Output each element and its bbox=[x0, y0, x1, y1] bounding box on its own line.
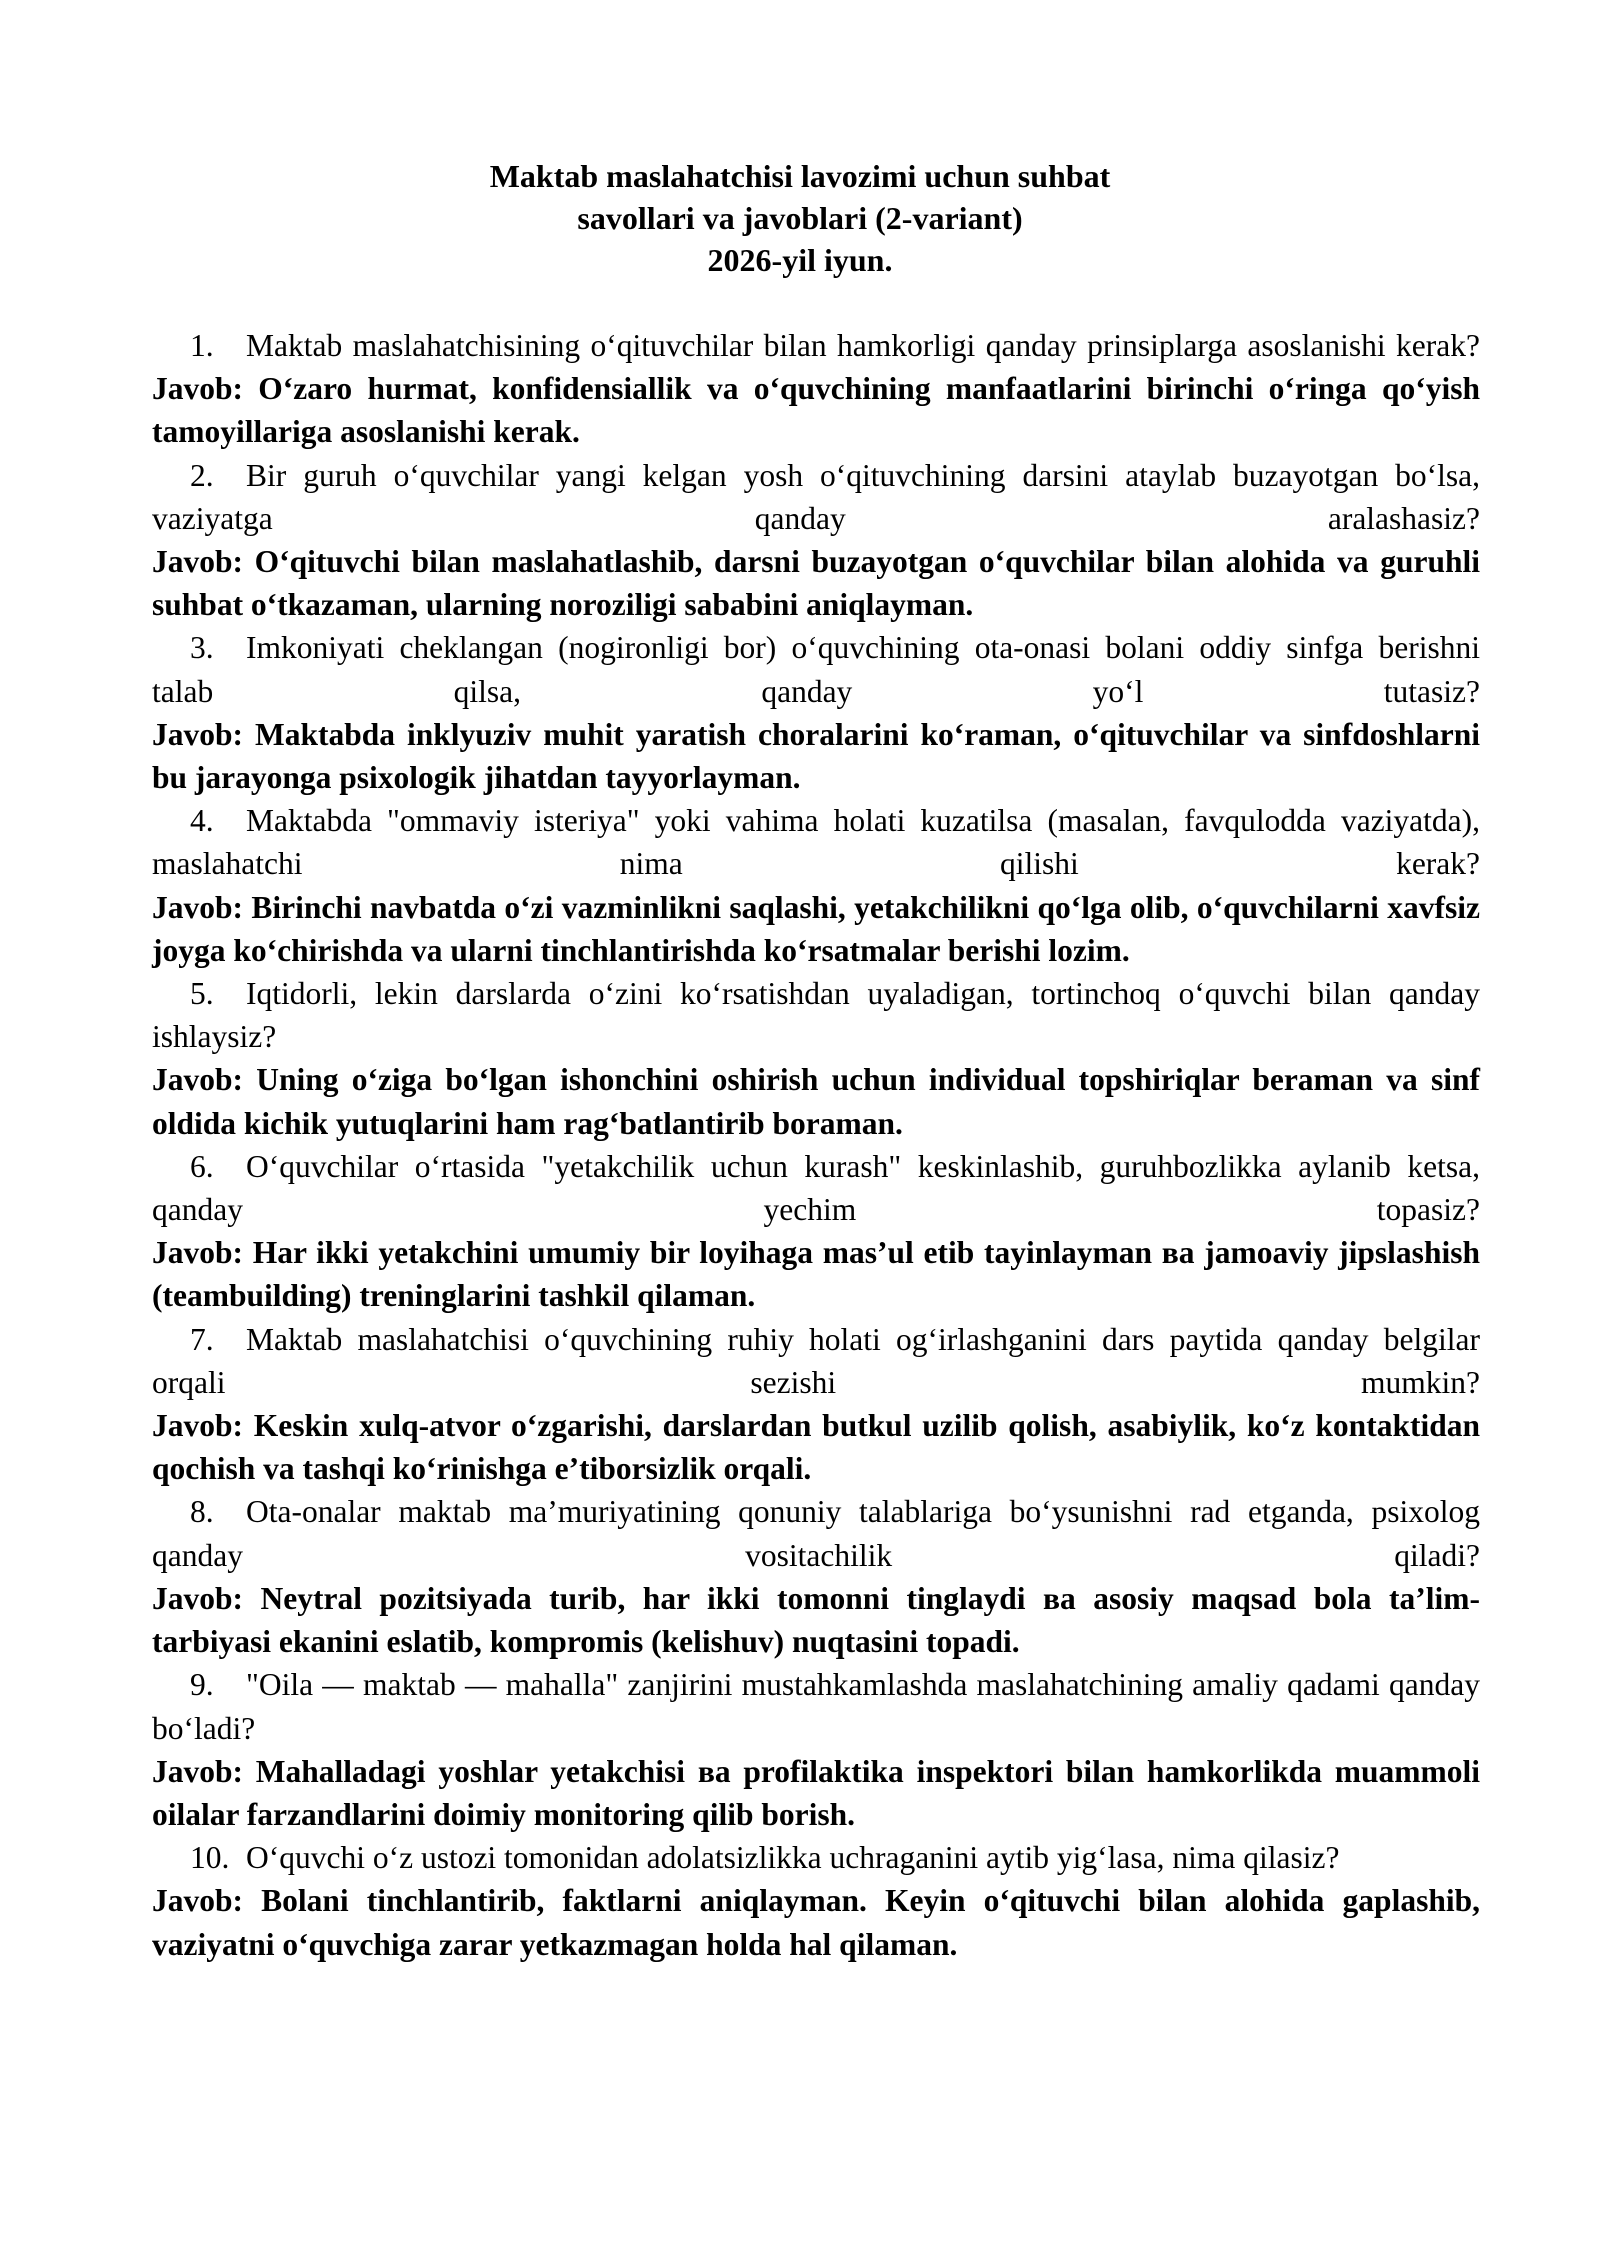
qa-item-4 bbox=[152, 799, 1480, 972]
question-text: "Oila — maktab — mahalla" zanjirini mustahkamlashda maslahatchining amaliy qadami qanday bo‘ladi? bbox=[152, 1667, 1480, 1746]
question-text: Bir guruh o‘quvchilar yangi kelgan yosh o‘qituvchining darsini ataylab buzayotgan bo‘lsa, vaziyatga qanday aralashasiz? bbox=[152, 457, 1480, 536]
question-number: 6. bbox=[190, 1148, 214, 1184]
question-2 bbox=[152, 454, 1480, 540]
question-10 bbox=[152, 1836, 1480, 1879]
answer-9: Javob: Mahalladagi yoshlar yetakchisi ва profilaktika inspektori bilan hamkorlikda muammoli oilalar farzandlarini doimiy monitoring qilib borish. bbox=[152, 1753, 1480, 1832]
question-5 bbox=[152, 972, 1480, 1058]
question-number: 7. bbox=[190, 1321, 214, 1357]
question-number: 3. bbox=[190, 630, 214, 666]
answer-3: Javob: Maktabda inklyuziv muhit yaratish choralarini ko‘raman, o‘qituvchilar va sinfdoshlarni bu jarayonga psixologik jihatdan tayyorlayman. bbox=[152, 716, 1480, 796]
question-text: Imkoniyati cheklangan (nogironligi bor) o‘quvchining ota-onasi bolani oddiy sinfga berishni talab qilsa, qanday yo‘l tutasiz? bbox=[152, 630, 1480, 709]
question-3 bbox=[152, 626, 1480, 712]
question-8 bbox=[152, 1490, 1480, 1576]
question-number: 5. bbox=[190, 976, 214, 1012]
answer-6: Javob: Har ikki yetakchini umumiy bir loyihaga mas’ul etib tayinlayman ва jamoaviy jipslashish (teambuilding) treninglarini tashkil qilaman. bbox=[152, 1235, 1480, 1314]
qa-item-8 bbox=[152, 1490, 1480, 1663]
qa-item-10 bbox=[152, 1836, 1480, 1966]
question-text: Maktab maslahatchisi o‘quvchining ruhiy holati og‘irlashganini dars paytida qanday belgilar orqali sezishi mumkin? bbox=[152, 1321, 1480, 1400]
answer-10: Javob: Bolani tinchlantirib, faktlarni aniqlayman. Keyin o‘qituvchi bilan alohida gaplashib, vaziyatni o‘quvchiga zarar yetkazmagan holda hal qilaman. bbox=[152, 1883, 1480, 1962]
qa-item-5 bbox=[152, 972, 1480, 1145]
answer-7: Javob: Keskin xulq-atvor o‘zgarishi, darslardan butkul uzilib qolish, asabiylik, ko‘z kontaktidan qochish va tashqi ko‘rinishga e’tiborsizlik orqali. bbox=[152, 1408, 1480, 1487]
answer-4: Javob: Birinchi navbatda o‘zi vazminlikni saqlashi, yetakchilikni qo‘lga olib, o‘quvchilarni xavfsiz joyga ko‘chirishda va ularni tinchlantirishda ko‘rsatmalar berishi lozim. bbox=[152, 889, 1480, 968]
question-text: Ota-onalar maktab ma’muriyatining qonuniy talablariga bo‘ysunishni rad etganda, psixolog qanday vositachilik qiladi? bbox=[152, 1494, 1480, 1573]
question-7 bbox=[152, 1318, 1480, 1404]
question-number: 4. bbox=[190, 803, 214, 839]
title-line-1: Maktab maslahatchisi lavozimi uchun suhbat bbox=[489, 158, 1111, 194]
question-text: Maktab maslahatchisining o‘qituvchilar bilan hamkorligi qanday prinsiplarga asoslanishi kerak? bbox=[246, 328, 1480, 363]
question-number: 2. bbox=[190, 457, 214, 493]
question-text: Maktabda "ommaviy isteriya" yoki vahima holati kuzatilsa (masalan, favqulodda vaziyatda), maslahatchi nima qilishi kerak? bbox=[152, 803, 1480, 882]
qa-item-9 bbox=[152, 1663, 1480, 1836]
question-number: 8. bbox=[190, 1494, 214, 1530]
question-9 bbox=[152, 1663, 1480, 1749]
qa-item-6 bbox=[152, 1145, 1480, 1318]
answer-5: Javob: Uning o‘ziga bo‘lgan ishonchini oshirish uchun individual topshiriqlar beraman va sinf oldida kichik yutuqlarini ham rag‘batlantirib boraman. bbox=[152, 1062, 1480, 1141]
answer-8: Javob: Neytral pozitsiyada turib, har ikki tomonni tinglaydi ва asosiy maqsad bola ta’lim-tarbiyasi ekanini eslatib, kompromis (kelishuv) nuqtasini topadi. bbox=[152, 1580, 1480, 1660]
question-text: Iqtidorli, lekin darslarda o‘zini ko‘rsatishdan uyaladigan, tortinchoq o‘quvchi bilan qanday ishlaysiz? bbox=[152, 976, 1480, 1055]
question-6 bbox=[152, 1145, 1480, 1231]
question-text: O‘quvchi o‘z ustozi tomonidan adolatsizlikka uchraganini aytib yig‘lasa, nima qilasiz? bbox=[246, 1840, 1340, 1876]
document-title bbox=[0, 155, 1600, 281]
question-number: 10. bbox=[190, 1840, 230, 1876]
title-line-3: 2026-yil iyun. bbox=[707, 242, 893, 278]
qa-list bbox=[152, 324, 1480, 1966]
question-1 bbox=[152, 324, 1480, 367]
qa-item-1 bbox=[152, 324, 1480, 454]
question-number: 9. bbox=[190, 1667, 214, 1703]
qa-item-3 bbox=[152, 626, 1480, 799]
answer-1: Javob: O‘zaro hurmat, konfidensiallik va o‘quvchining manfaatlarini birinchi o‘ringa qo‘yish tamoyillariga asoslanishi kerak. bbox=[152, 371, 1480, 450]
qa-item-2 bbox=[152, 454, 1480, 627]
title-line-2: savollari va javoblari (2-variant) bbox=[577, 200, 1023, 236]
question-4 bbox=[152, 799, 1480, 885]
question-text: O‘quvchilar o‘rtasida "yetakchilik uchun kurash" keskinlashib, guruhbozlikka aylanib ketsa, qanday yechim topasiz? bbox=[152, 1148, 1480, 1228]
question-number: 1. bbox=[190, 328, 214, 363]
answer-2: Javob: O‘qituvchi bilan maslahatlashib, darsni buzayotgan o‘quvchilar bilan alohida va guruhli suhbat o‘tkazaman, ularning noroziligi sababini aniqlayman. bbox=[152, 544, 1480, 623]
qa-item-7 bbox=[152, 1318, 1480, 1491]
